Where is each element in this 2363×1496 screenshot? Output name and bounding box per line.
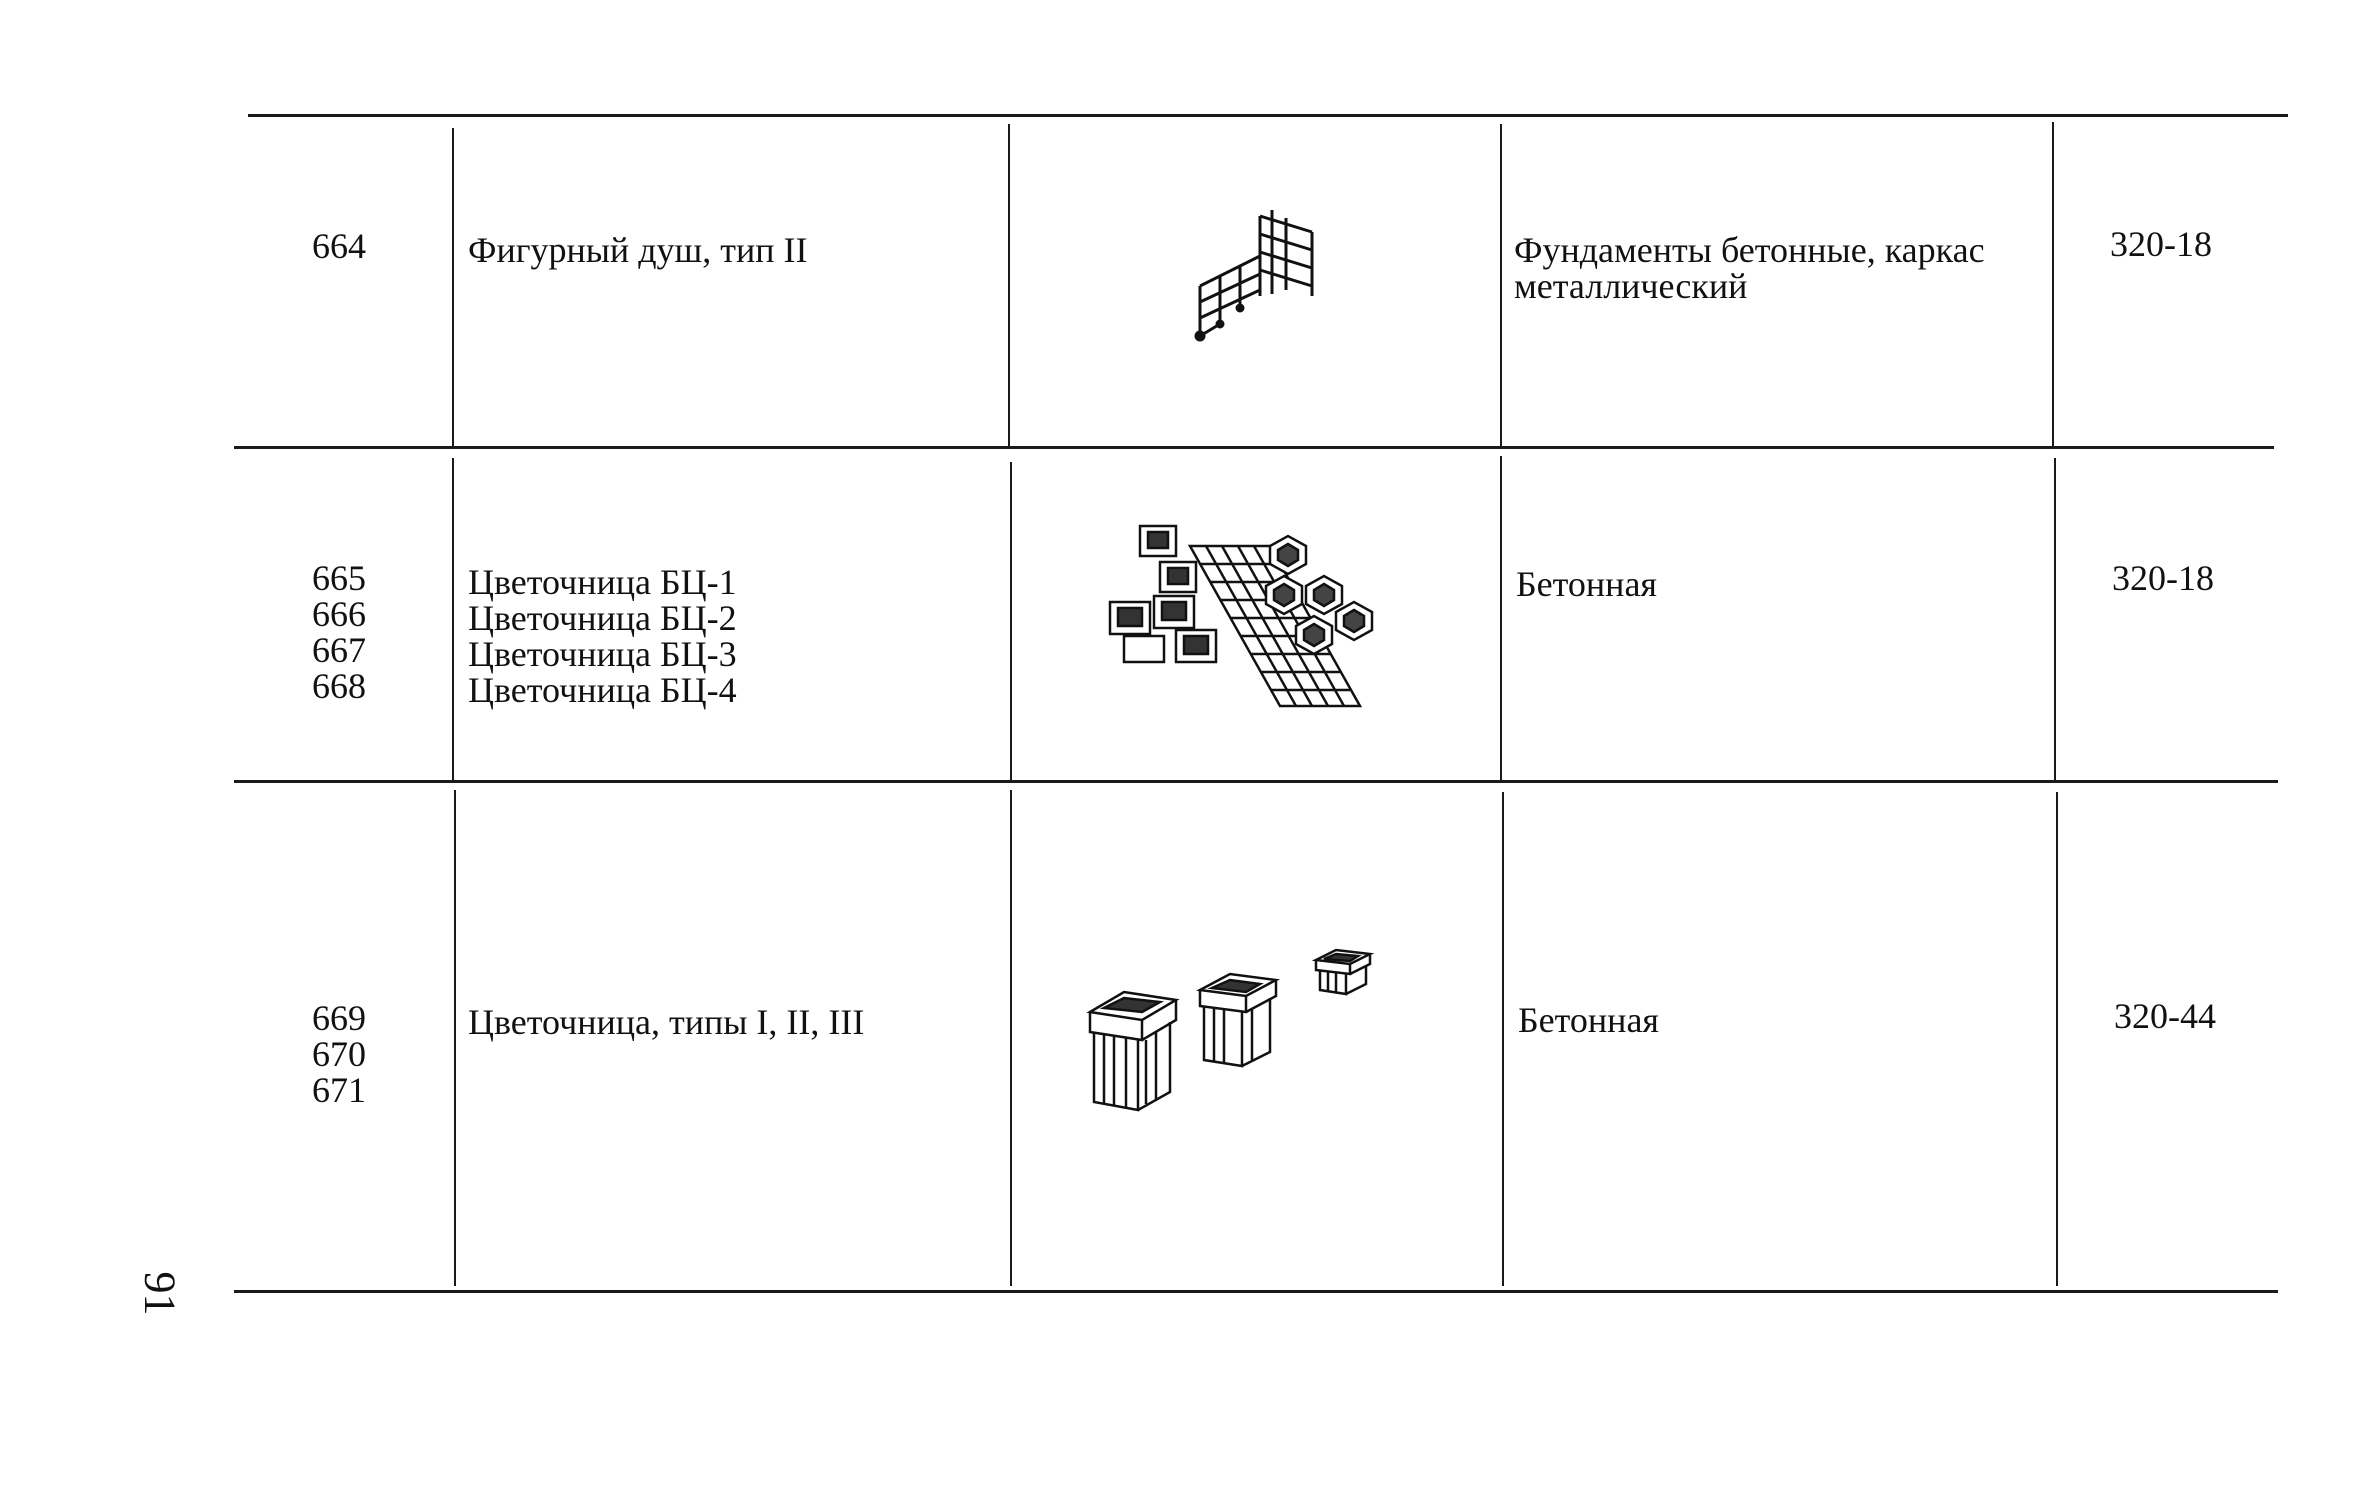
column-divider [2052,122,2054,446]
item-project: 320-18 [2112,558,2214,598]
row-divider [234,780,2278,783]
page-number: 91 [135,1271,185,1316]
column-divider [2056,792,2058,1286]
item-name: Цветочница БЦ-1 Цветочница БЦ-2 Цветочница БЦ-3 Цветочница БЦ-4 [468,562,737,710]
flower-pots-icon [1080,940,1410,1125]
column-divider [452,458,454,780]
column-divider [1010,462,1012,780]
flower-boxes-grid-icon [1100,506,1420,731]
item-number: 664 [312,226,366,266]
item-name: Фигурный душ, тип II [468,230,808,270]
column-divider [1500,124,1502,446]
item-number: 669 670 671 [312,998,366,1110]
column-divider [1502,792,1504,1286]
item-material: Бетонная [1518,1000,1659,1040]
item-project: 320-18 [2110,224,2212,264]
column-divider [2054,458,2056,780]
column-divider [1008,124,1010,446]
column-divider [1500,456,1502,780]
table-bottom-rule [234,1290,2278,1293]
item-material: Бетонная [1516,564,1657,604]
item-number: 665 666 667 668 [312,558,366,706]
table-top-rule [248,114,2288,117]
column-divider [454,790,456,1286]
item-material: Фундаменты бетонные, каркас металлический [1514,230,1985,306]
shower-frame-icon [1180,196,1330,351]
row-divider [234,446,2274,449]
column-divider [1010,790,1012,1286]
item-project: 320-44 [2114,996,2216,1036]
item-name: Цветочница, типы I, II, III [468,1002,865,1042]
column-divider [452,128,454,446]
